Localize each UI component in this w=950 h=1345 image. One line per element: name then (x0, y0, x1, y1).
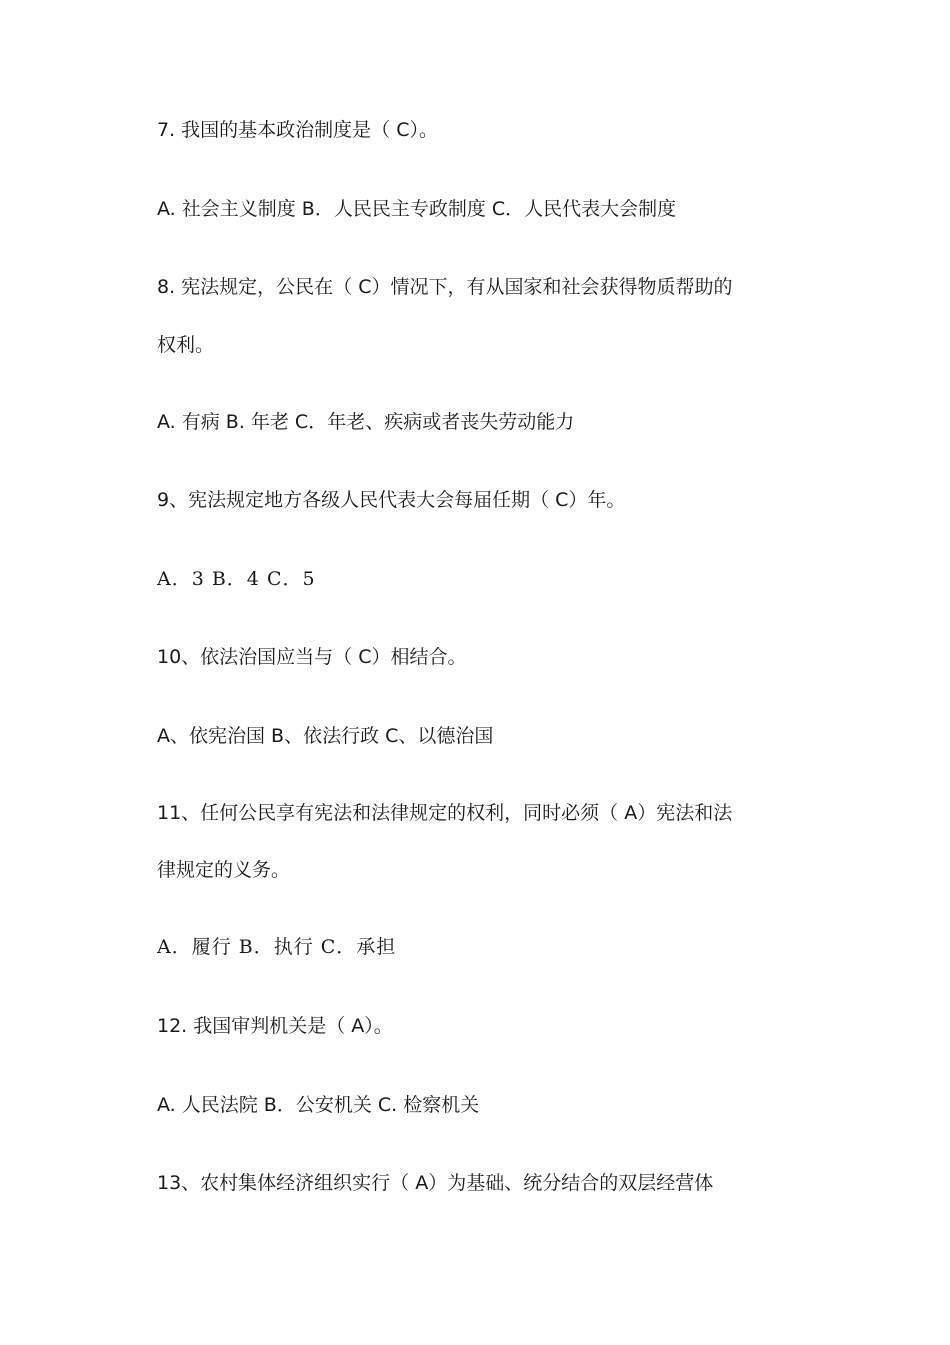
question-11: 11、任何公民享有宪法和法律规定的权利，同时必须（ A）宪法和法 (157, 802, 733, 824)
question-12: 12. 我国审判机关是（ A）。 (157, 1015, 393, 1037)
question-11-continued: 律规定的义务。 (157, 859, 291, 881)
question-13: 13、农村集体经济组织实行（ A）为基础、统分结合的双层经营体 (157, 1172, 714, 1194)
question-7-options: A. 社会主义制度 B．人民民主专政制度 C．人民代表大会制度 (157, 198, 677, 220)
question-12-options: A. 人民法院 B．公安机关 C. 检察机关 (157, 1094, 480, 1116)
question-7: 7. 我国的基本政治制度是（ C）。 (157, 119, 438, 141)
question-8-continued: 权利。 (157, 334, 215, 356)
question-8: 8. 宪法规定，公民在（ C）情况下，有从国家和社会获得物质帮助的 (157, 276, 733, 298)
question-9: 9、宪法规定地方各级人民代表大会每届任期（ C）年。 (157, 489, 626, 511)
question-8-options: A. 有病 B. 年老 C．年老、疾病或者丧失劳动能力 (157, 411, 575, 433)
question-9-options: A．3 B．4 C．5 (157, 568, 316, 590)
question-11-options: A．履行 B．执行 C．承担 (157, 936, 397, 958)
question-10-options: A、依宪治国 B、依法行政 C、以德治国 (157, 725, 494, 747)
question-10: 10、依法治国应当与（ C）相结合。 (157, 646, 467, 668)
